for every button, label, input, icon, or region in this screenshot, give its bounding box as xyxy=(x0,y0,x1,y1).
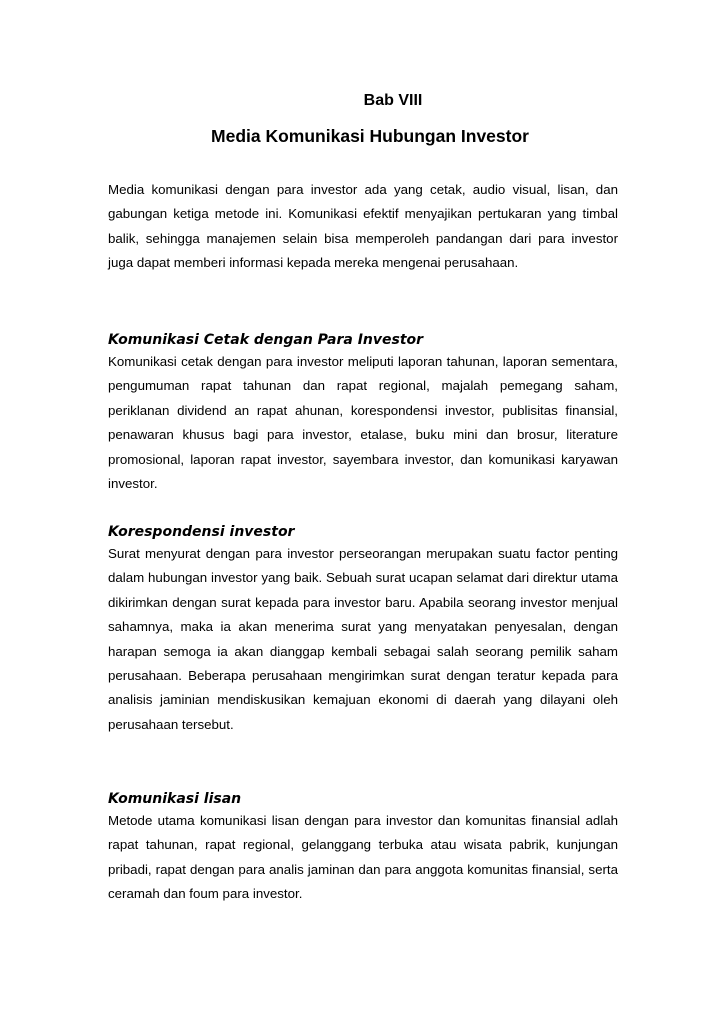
intro-paragraph: Media komunikasi dengan para investor ada yang cetak, audio visual, lisan, dan gabungan ketiga metode ini. Komunikasi efektif menyajikan pertukaran yang timbal balik, sehingga manajemen selain bisa memperoleh pandangan dari para investor juga dapat memberi informasi kepada mereka mengenai perusahaan. xyxy=(108,182,618,271)
section-heading-korespondensi-investor: Korespondensi investor xyxy=(108,524,295,540)
chapter-label: Bab VIII xyxy=(363,92,423,109)
section-heading-komunikasi-cetak: Komunikasi Cetak dengan Para Investor xyxy=(108,332,424,348)
section-body-komunikasi-cetak: Komunikasi cetak dengan para investor meliputi laporan tahunan, laporan sementara, pengumuman rapat tahunan dan rapat regional, majalah pemegang saham, periklanan dividend an rapat ahunan, korespondensi investor, publisitas finansial, penawaran khusus bagi para investor, etalase, buku mini dan brosur, literature promosional, laporan rapat investor, sayembara investor, dan komunikasi karyawan investor. xyxy=(108,354,618,492)
section-heading-komunikasi-lisan: Komunikasi lisan xyxy=(108,791,242,807)
section-body-komunikasi-lisan: Metode utama komunikasi lisan dengan para investor dan komunitas finansial adlah rapat tahunan, rapat regional, gelanggang terbuka atau wisata pabrik, kunjungan pribadi, rapat dengan para analis jaminan dan para anggota komunitas finansial, serta ceramah dan foum para investor. xyxy=(108,813,618,902)
page-title: Media Komunikasi Hubungan Investor xyxy=(211,126,529,146)
section-body-korespondensi-investor: Surat menyurat dengan para investor perseorangan merupakan suatu factor penting dalam hubungan investor yang baik. Sebuah surat ucapan selamat dari direktur utama dikirimkan dengan surat kepada para investor baru. Apabila seorang investor menjual sahamnya, maka ia akan menerima surat yang menyatakan penyesalan, dengan harapan semoga ia akan dianggap kembali sebagai salah seorang pemilik saham perusahaan. Beberapa perusahaan mengirimkan surat dengan teratur kepada para analisis jaminian mendiskusikan kemajuan ekonomi di daerah yang dilayani oleh perusahaan tersebut. xyxy=(108,546,618,732)
